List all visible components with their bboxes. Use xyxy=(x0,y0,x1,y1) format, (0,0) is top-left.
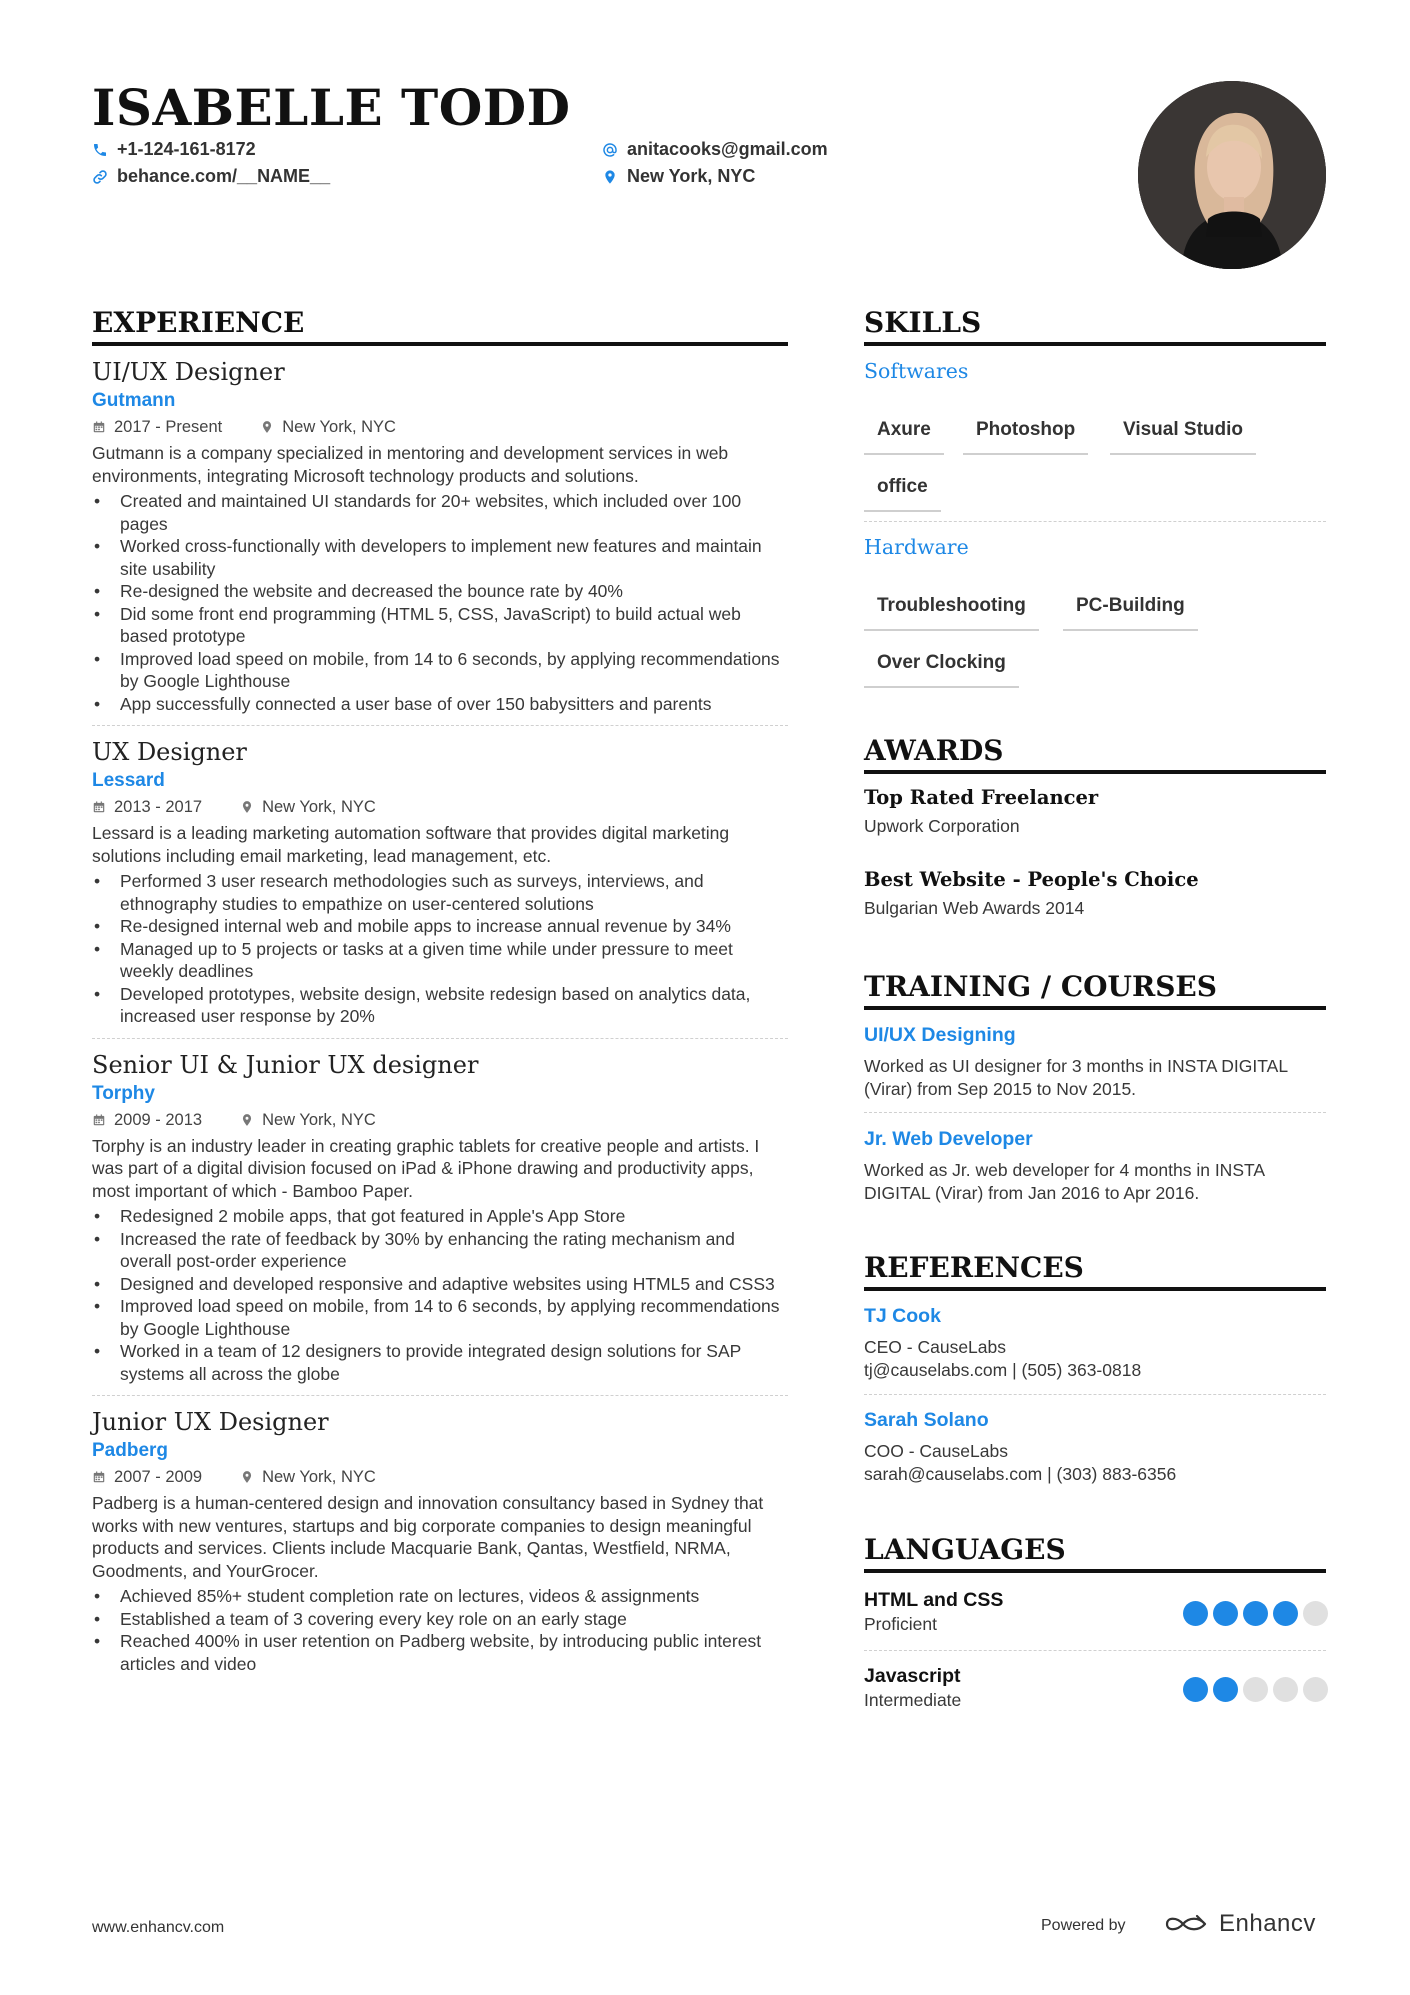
job-location: New York, NYC xyxy=(262,1468,376,1486)
job-meta xyxy=(92,414,788,440)
achievement-bullet: • Improved load speed on mobile, from 14 to 6 seconds, by applying recommendations by Google Lighthouse xyxy=(92,648,788,693)
divider xyxy=(864,1650,1326,1651)
achievement-bullet: • Redesigned 2 mobile apps, that got featured in Apple's App Store xyxy=(92,1205,788,1228)
experience-entry xyxy=(92,1038,788,1396)
at-icon xyxy=(602,142,618,158)
location-pin-icon xyxy=(240,1113,254,1127)
language-rating xyxy=(1183,1601,1328,1626)
course-description: Worked as Jr. web developer for 4 months in INSTA DIGITAL (Virar) from Jan 2016 to Apr 2016. xyxy=(864,1160,1265,1203)
divider xyxy=(864,521,1326,522)
experience-list xyxy=(92,356,788,1685)
reference-contact[interactable]: tj@causelabs.com | (505) 363-0818 xyxy=(864,1360,1142,1380)
achievement-bullet: • Reached 400% in user retention on Padberg website, by introducing public interest articles and video xyxy=(92,1630,788,1675)
link-icon xyxy=(92,169,108,185)
experience-entry xyxy=(92,1395,788,1685)
award-org: Bulgarian Web Awards 2014 xyxy=(864,898,1085,918)
calendar-icon xyxy=(92,1113,106,1127)
experience-entry xyxy=(92,725,788,1038)
location-pin-icon xyxy=(260,420,274,434)
reference-contact[interactable]: sarah@causelabs.com | (303) 883-6356 xyxy=(864,1464,1177,1484)
calendar-icon xyxy=(92,1470,106,1484)
achievement-bullet: • Did some front end programming (HTML 5, CSS, JavaScript) to build actual web based prototype xyxy=(92,603,788,648)
skill-tag: Axure xyxy=(864,417,944,455)
email-contact[interactable] xyxy=(602,139,828,160)
awards-heading: AWARDS xyxy=(864,734,1326,774)
location-text: New York, NYC xyxy=(627,166,756,186)
skill-tag: Over Clocking xyxy=(864,650,1019,688)
course-title: Jr. Web Developer xyxy=(864,1128,1033,1150)
company-name: Lessard xyxy=(92,770,165,791)
company-description: Lessard is a leading marketing automation software that provides digital marketing solutions including email marketing, lead management, etc. xyxy=(92,823,730,866)
achievement-bullet: • Developed prototypes, website design, website redesign based on analytics data, increased user response by 20% xyxy=(92,983,788,1028)
achievement-bullet: • Established a team of 3 covering every key role on an early stage xyxy=(92,1608,788,1631)
achievement-list xyxy=(92,1585,788,1675)
job-title: Junior UX Designer xyxy=(92,1408,329,1436)
company-description: Padberg is a human-centered design and innovation consultancy based in Sydney that works with new ventures, startups and big corporate companies to design meaningful products and services. Clients include Macquarie Bank, Qantas, Westfield, NRMA, Goodments, and YourGrocer. xyxy=(92,1493,764,1581)
divider xyxy=(864,1394,1326,1395)
divider xyxy=(864,1112,1326,1113)
enhancv-logo[interactable] xyxy=(1163,1910,1316,1938)
experience-heading: EXPERIENCE xyxy=(92,306,788,346)
training-heading: TRAINING / COURSES xyxy=(864,970,1326,1010)
job-dates: 2009 - 2013 xyxy=(114,1110,203,1129)
location-pin-icon xyxy=(602,169,618,185)
job-title: UX Designer xyxy=(92,738,247,766)
location-contact xyxy=(602,166,755,187)
skills-heading: SKILLS xyxy=(864,306,1326,346)
reference-name: TJ Cook xyxy=(864,1305,941,1327)
achievement-list xyxy=(92,870,788,1028)
rating-dot-filled xyxy=(1183,1677,1208,1702)
achievement-bullet: • Managed up to 5 projects or tasks at a given time while under pressure to meet weekly deadlines xyxy=(92,938,788,983)
candidate-name: ISABELLE TODD xyxy=(92,78,571,137)
job-title: Senior UI & Junior UX designer xyxy=(92,1050,479,1079)
company-description: Gutmann is a company specialized in mentoring and development services in web environments, integrating Microsoft technology products and solutions. xyxy=(92,443,729,486)
achievement-bullet: • Re-designed the website and decreased the bounce rate by 40% xyxy=(92,580,788,603)
rating-dot-empty xyxy=(1303,1677,1328,1702)
skill-tag: Visual Studio xyxy=(1110,417,1256,455)
achievement-list xyxy=(92,1205,788,1385)
rating-dot-filled xyxy=(1243,1601,1268,1626)
language-rating xyxy=(1183,1677,1328,1702)
job-meta xyxy=(92,1107,788,1133)
reference-role: CEO - CauseLabs xyxy=(864,1337,1007,1357)
language-level: Proficient xyxy=(864,1614,937,1634)
rating-dot-filled xyxy=(1183,1601,1208,1626)
language-name: HTML and CSS xyxy=(864,1589,1004,1611)
references-heading: REFERENCES xyxy=(864,1251,1326,1291)
achievement-bullet: • App successfully connected a user base of over 150 babysitters and parents xyxy=(92,693,788,716)
rating-dot-filled xyxy=(1213,1601,1238,1626)
languages-heading: LANGUAGES xyxy=(864,1533,1326,1573)
location-pin-icon xyxy=(240,1470,254,1484)
award-title: Best Website - People's Choice xyxy=(864,868,1199,891)
achievement-bullet: • Worked cross-functionally with developers to implement new features and maintain site usability xyxy=(92,535,788,580)
job-location: New York, NYC xyxy=(262,798,376,816)
award-org: Upwork Corporation xyxy=(864,816,1020,836)
calendar-icon xyxy=(92,800,106,814)
experience-entry xyxy=(92,356,788,725)
achievement-bullet: • Achieved 85%+ student completion rate on lectures, videos & assignments xyxy=(92,1585,788,1608)
phone-contact[interactable] xyxy=(92,139,256,160)
enhancv-brand-text: Enhancv xyxy=(1219,1910,1316,1937)
job-dates: 2017 - Present xyxy=(114,418,223,436)
company-name: Gutmann xyxy=(92,390,176,411)
achievement-bullet: • Improved load speed on mobile, from 14 to 6 seconds, by applying recommendations by Google Lighthouse xyxy=(92,1295,788,1340)
footer-website-link[interactable]: www.enhancv.com xyxy=(92,1919,225,1936)
rating-dot-empty xyxy=(1303,1601,1328,1626)
achievement-bullet: • Created and maintained UI standards for 20+ websites, which included over 100 pages xyxy=(92,490,788,535)
email-text: anitacooks@gmail.com xyxy=(627,139,828,159)
profile-photo xyxy=(1138,81,1326,269)
job-meta xyxy=(92,794,788,820)
language-level: Intermediate xyxy=(864,1690,962,1710)
achievement-bullet: • Performed 3 user research methodologies such as surveys, interviews, and ethnography studies to empathize on user-centered solutions xyxy=(92,870,788,915)
skill-tag: Troubleshooting xyxy=(864,593,1039,631)
job-meta xyxy=(92,1464,788,1490)
skills-group-hardware: Hardware xyxy=(864,535,969,559)
enhancv-logo-icon xyxy=(1163,1912,1211,1936)
skill-tag: office xyxy=(864,474,941,512)
phone-icon xyxy=(92,142,108,158)
achievement-list xyxy=(92,490,788,715)
company-name: Torphy xyxy=(92,1082,155,1104)
achievement-bullet: • Increased the rate of feedback by 30% by enhancing the rating mechanism and overall post-order experience xyxy=(92,1228,788,1273)
language-name: Javascript xyxy=(864,1665,961,1687)
company-description: Torphy is an industry leader in creating graphic tablets for creative people and artists. I was part of a digital division focused on iPad & iPhone drawing and productivity apps, most important of which - Bamboo Paper. xyxy=(92,1135,760,1201)
job-dates: 2007 - 2009 xyxy=(114,1468,203,1486)
job-location: New York, NYC xyxy=(282,418,396,436)
phone-text: +1-124-161-8172 xyxy=(117,139,256,159)
skills-group-softwares: Softwares xyxy=(864,359,969,383)
website-text: behance.com/__NAME__ xyxy=(117,166,331,186)
reference-name: Sarah Solano xyxy=(864,1409,989,1431)
job-title: UI/UX Designer xyxy=(92,358,285,386)
award-title: Top Rated Freelancer xyxy=(864,786,1099,809)
course-description: Worked as UI designer for 3 months in INSTA DIGITAL (Virar) from Sep 2015 to Nov 2015. xyxy=(864,1056,1288,1099)
achievement-bullet: • Worked in a team of 12 designers to provide integrated design solutions for SAP systems all across the globe xyxy=(92,1340,788,1385)
powered-by-label: Powered by xyxy=(1041,1917,1126,1934)
skill-tag: Photoshop xyxy=(963,417,1088,455)
job-location: New York, NYC xyxy=(262,1110,376,1129)
calendar-icon xyxy=(92,420,106,434)
rating-dot-filled xyxy=(1273,1601,1298,1626)
rating-dot-empty xyxy=(1273,1677,1298,1702)
company-name: Padberg xyxy=(92,1440,169,1461)
reference-role: COO - CauseLabs xyxy=(864,1441,1008,1461)
course-title: UI/UX Designing xyxy=(864,1024,1016,1046)
rating-dot-empty xyxy=(1243,1677,1268,1702)
rating-dot-filled xyxy=(1213,1677,1238,1702)
job-dates: 2013 - 2017 xyxy=(114,798,203,816)
location-pin-icon xyxy=(240,800,254,814)
achievement-bullet: • Re-designed internal web and mobile apps to increase annual revenue by 34% xyxy=(92,915,788,938)
achievement-bullet: • Designed and developed responsive and adaptive websites using HTML5 and CSS3 xyxy=(92,1273,788,1296)
skill-tag: PC-Building xyxy=(1063,593,1198,631)
website-contact[interactable] xyxy=(92,166,330,187)
